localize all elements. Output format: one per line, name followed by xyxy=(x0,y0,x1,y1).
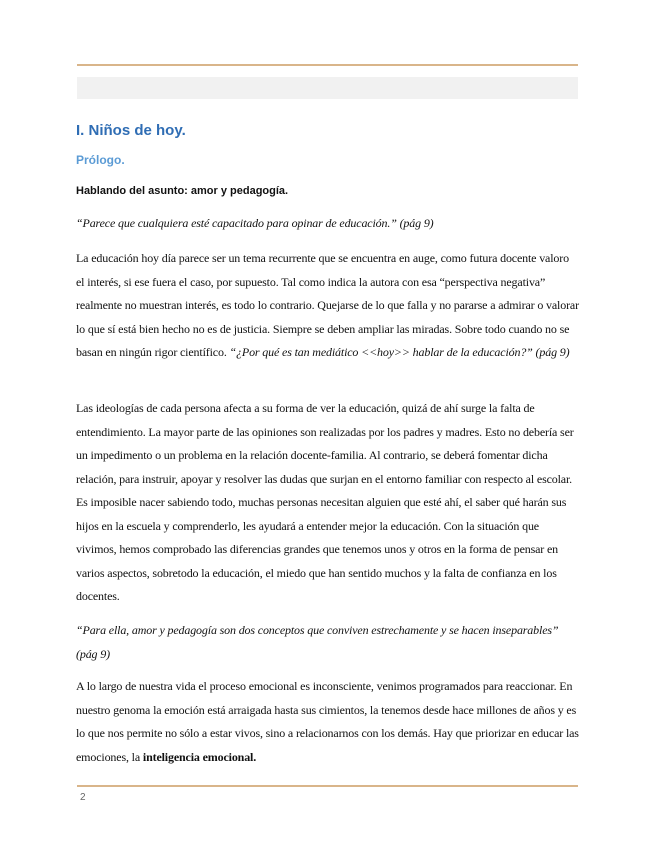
paragraph-2: Las ideologías de cada persona afecta a su forma de ver la educación, quizá de ahí surge la falta de entendimiento. La mayor parte de las opiniones son realizadas por los padres y madres. Esto no debería ser un impedimento o un problema en la relación docente-familia. Al contrario, se deberá fomentar dicha relación, para instruir, apoyar y resolver las dudas que surjan en el entorno familiar con respecto al escolar. Es imposible nacer sabiendo todo, muchas personas necesitan alguien que esté ahí, el saber qué harán sus hijos en la escuela y comprenderlo, les ayudará a entender mejor la educación. Con la situación que vivimos, hemos comprobado las diferencias grandes que tenemos unos y otros en la forma de pensar en varios aspectos, sobretodo la educación, el miedo que han sentido muchos y la falta de confianza en los docentes. xyxy=(76,401,574,603)
header-bar xyxy=(77,77,578,99)
subheading: Hablando del asunto: amor y pedagogía. xyxy=(76,185,289,197)
paragraph-3 xyxy=(76,675,579,769)
quote-1: “Parece que cualquiera esté capacitado para opinar de educación.” (pág 9) xyxy=(76,216,434,230)
paragraph-3-bold: inteligencia emocional. xyxy=(142,749,257,764)
paragraph-1-text: La educación hoy día parece ser un tema recurrente que se encuentra en auge, como futura docente valoro el interés, si ese fuera el caso, por supuesto. Tal como indica la autora con esa “perspectiva negativa” realmente no muestran interés, es todo lo contrario. Quejarse de lo que falla y no pararse a admirar o valorar lo que sí está bien hecho no es de justicia. Siempre se deben ampliar las miradas. Sobre todo cuando no se basan en ningún rigor científico. xyxy=(76,251,579,359)
quote-2: “Para ella, amor y pedagogía son dos conceptos que conviven estrechamente y se hacen inseparables” (pág 9) xyxy=(76,623,559,661)
footer-rule xyxy=(77,785,578,787)
section-title: I. Niños de hoy. xyxy=(76,122,186,139)
page-number: 2 xyxy=(80,792,86,803)
paragraph-1-quote: “¿Por qué es tan mediático <<hoy>> hablar de la educación?” (pág 9) xyxy=(229,345,570,359)
paragraph-1 xyxy=(76,247,579,365)
subtitle: Prólogo. xyxy=(76,153,125,167)
paragraph-3-text: A lo largo de nuestra vida el proceso emocional es inconsciente, venimos programados para reaccionar. En nuestro genoma la emoción está arraigada hasta sus cimientos, la tenemos desde hace millones de años y es lo que nos permite no sólo a estar vivos, sino a relacionarnos con los demás. Hay que priorizar en educar las emociones, la xyxy=(76,679,579,764)
header-rule xyxy=(77,64,578,66)
